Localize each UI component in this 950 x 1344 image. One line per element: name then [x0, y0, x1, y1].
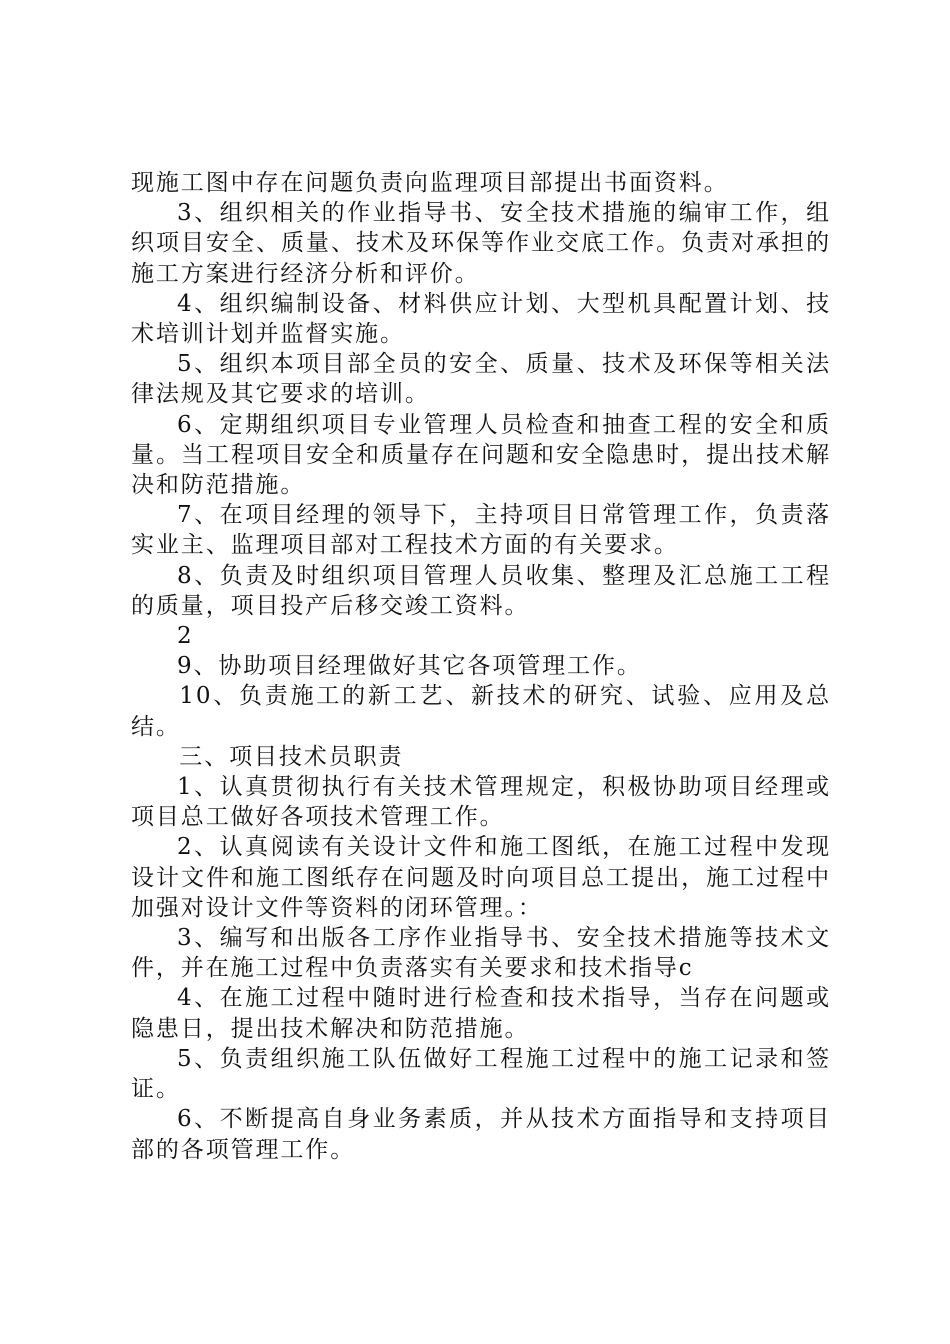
- paragraph-tech-item-1: 1、认真贯彻执行有关技术管理规定，积极协助项目经理或项目总工做好各项技术管理工作。: [131, 774, 831, 831]
- paragraph-item-8: 8、负责及时组织项目管理人员收集、整理及汇总施工工程的质量，项目投产后移交竣工资料。: [131, 562, 831, 619]
- paragraph-tech-item-5: 5、负责组织施工队伍做好工程施工过程中的施工记录和签证。: [131, 1045, 831, 1103]
- paragraph-item-7: 7、在项目经理的领导下，主持项目日常管理工作，负责落实业主、监理项目部对工程技术方面的有关要求。: [131, 502, 831, 559]
- paragraph-item-6: 6、定期组织项目专业管理人员检查和抽查工程的安全和质量。当工程项目安全和质量存在问题和安全隐患时，提出技术解决和防范措施。: [131, 411, 831, 499]
- paragraph-continuation: 现施工图中存在问题负责向监理项目部提出书面资料。: [131, 170, 729, 196]
- paragraph-tech-item-3: 3、编写和出版各工序作业指导书、安全技术措施等技术文件，并在施工过程中负责落实有关要求和技术指导c: [131, 925, 831, 982]
- section-heading: 三、项目技术员职责: [179, 743, 404, 770]
- paragraph-item-9: 9、协助项目经理做好其它各项管理工作。: [177, 653, 642, 680]
- paragraph-item-5: 5、组织本项目部全员的安全、质量、技术及环保等相关法律法规及其它要求的培训。: [131, 351, 831, 408]
- document-body: [131, 168, 831, 1165]
- paragraph-item-10: 10、负责施工的新工艺、新技术的研究、试验、应用及总结。: [131, 683, 831, 740]
- page-number: 2: [177, 623, 194, 650]
- paragraph-tech-item-2: 2、认真阅读有关设计文件和施工图纸，在施工过程中发现设计文件和施工图纸存在问题及时向项目总工提出，施工过程中加强对设计文件等资料的闭环管理。：: [131, 834, 831, 921]
- paragraph-tech-item-4: 4、在施工过程中随时进行检查和技术指导，当存在问题或隐患日，提出技术解决和防范措施。: [131, 985, 831, 1042]
- paragraph-item-3: 3、组织相关的作业指导书、安全技术措施的编审工作，组织项目安全、质量、技术及环保等作业交底工作。负责对承担的施工方案进行经济分析和评价。: [131, 200, 831, 287]
- paragraph-tech-item-6: 6、不断提高自身业务素质，并从技术方面指导和支持项目部的各项管理工作。: [131, 1106, 831, 1163]
- paragraph-item-4: 4、组织编制设备、材料供应计划、大型机具配置计划、技术培训计划并监督实施。: [131, 290, 831, 348]
